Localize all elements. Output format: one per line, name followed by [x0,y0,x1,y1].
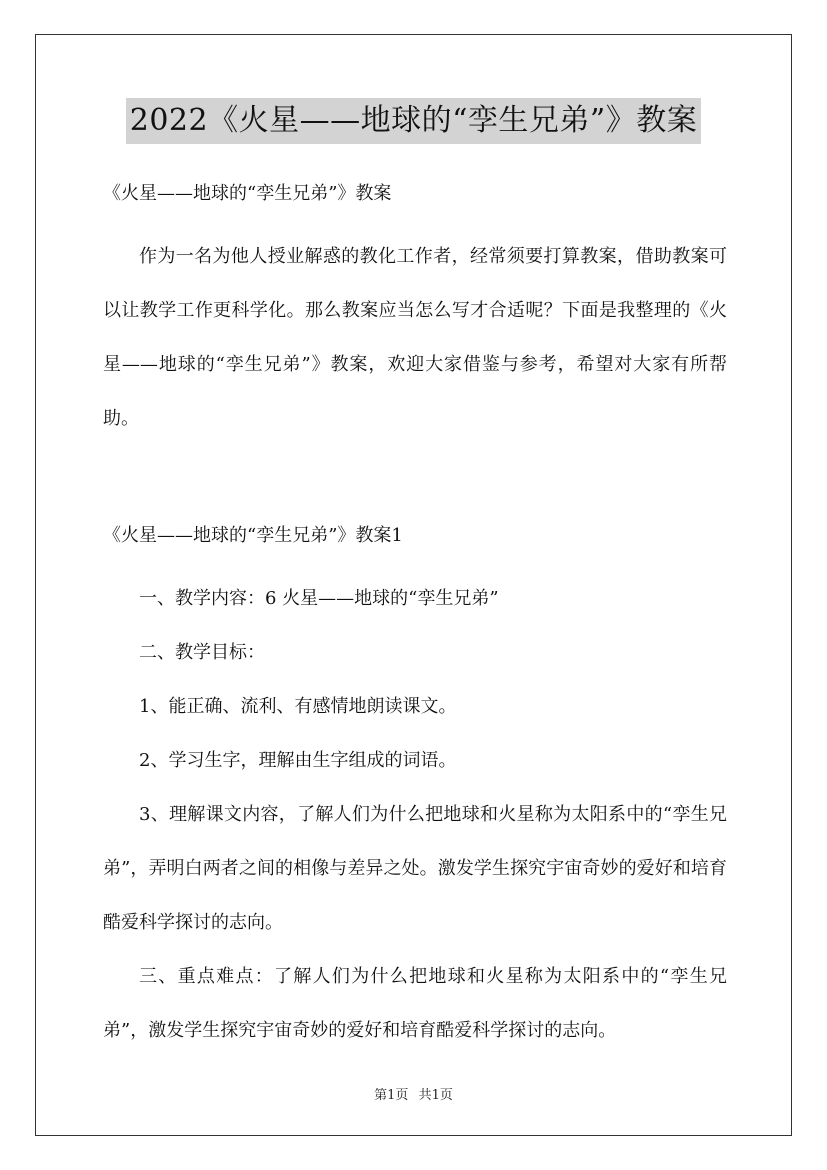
teaching-goals-heading: 二、教学目标： [139,642,265,663]
goal-item-2: 2、学习生字，理解由生字组成的词语。 [139,750,457,771]
section-title: 《火星——地球的“孪生兄弟”》教案1 [103,525,403,546]
page-footer [0,1084,827,1103]
key-difficulties: 三、重点难点：了解人们为什么把地球和火星称为太阳系中的“孪生兄弟”，激发学生探究宇宙奇妙的爱好和培育酷爱科学探讨的志向。 [103,966,727,1041]
page-number: 第1页 [374,1088,409,1103]
document-body [103,176,727,1058]
title-container [0,98,827,144]
document-title: 2022《火星——地球的“孪生兄弟”》教案 [126,98,702,144]
page-count: 共1页 [418,1088,453,1103]
goal-item-1: 1、能正确、流利、有感情地朗读课文。 [139,696,457,717]
teaching-content: 一、教学内容：6 火星——地球的“孪生兄弟” [139,588,499,609]
goal-item-3: 3、理解课文内容，了解人们为什么把地球和火星称为太阳系中的“孪生兄弟”，弄明白两者之间的相像与差异之处。激发学生探究宇宙奇妙的爱好和培育酷爱科学探讨的志向。 [103,804,727,933]
intro-paragraph: 作为一名为他人授业解惑的教化工作者，经常须要打算教案，借助教案可以让教学工作更科学化。那么教案应当怎么写才合适呢？下面是我整理的《火星——地球的“孪生兄弟”》教案，欢迎大家借鉴与参考，希望对大家有所帮助。 [103,246,727,429]
document-subtitle: 《火星——地球的“孪生兄弟”》教案 [103,183,392,204]
